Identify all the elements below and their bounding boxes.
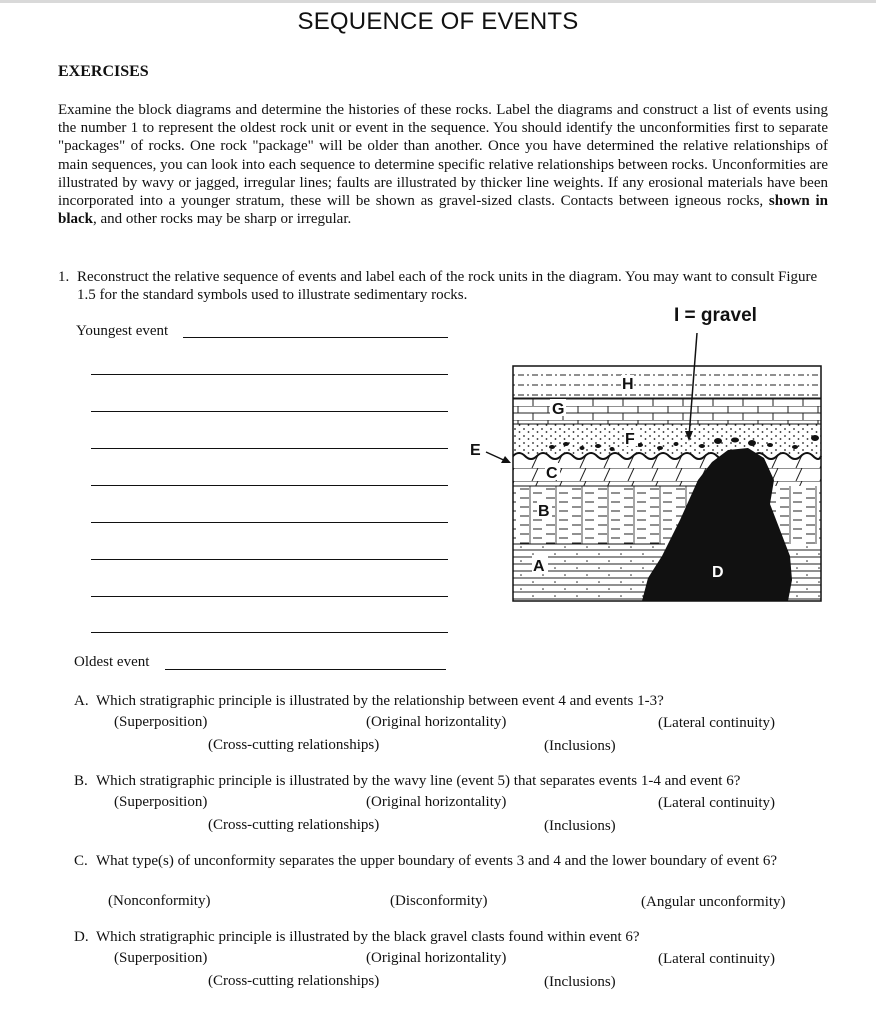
label-d: D — [712, 564, 724, 581]
option-angular-unconformity[interactable]: (Angular unconformity) — [641, 894, 786, 910]
option-superposition[interactable]: (Superposition) — [114, 714, 208, 730]
oldest-event-label: Oldest event — [74, 654, 150, 670]
option-original-horizontality[interactable]: (Original horizontality) — [366, 950, 507, 966]
intro-text-1: Examine the block diagrams and determine the histories of these rocks. Label the diagrams and construct a list of events using the number 1 to represent the oldest rock unit or event in the sequence. You should identify the unconformities first to separate "packages" of rocks. One rock "package" will be older than another. Once you have determined the relative relationships of main sequences, you can look into each sequence to determine specific relative relationships between rocks. Unconformities are illustrated by wavy or jagged, irregular lines; faults are illustrated by thicker line weights. If any erosional materials have been incorporated into a younger stratum, these will be shown as gravel-sized clasts. Contacts between igneous rocks, — [58, 102, 828, 210]
question-a-text: Which stratigraphic principle is illustrated by the relationship between event 4 and events 1-3? — [96, 693, 664, 709]
option-nonconformity[interactable]: (Nonconformity) — [108, 893, 211, 909]
question-c-text: What type(s) of unconformity separates the upper boundary of events 3 and 4 and the lower boundary of event 6? — [96, 853, 778, 869]
option-lateral-continuity[interactable]: (Lateral continuity) — [658, 951, 776, 967]
page-title: SEQUENCE OF EVENTS — [297, 8, 579, 35]
label-h: H — [622, 376, 634, 393]
option-superposition[interactable]: (Superposition) — [114, 950, 208, 966]
option-cross-cutting[interactable]: (Cross-cutting relationships) — [208, 973, 380, 989]
layer-f — [513, 424, 821, 456]
question-1-text: Reconstruct the relative sequence of events and label each of the rock units in the diagram. You may want to consult Figure 1.5 for the standard symbols used to illustrate sedimentary rocks. — [77, 269, 818, 303]
option-lateral-continuity[interactable]: (Lateral continuity) — [658, 795, 776, 811]
label-e: E — [470, 442, 481, 459]
question-d-text: Which stratigraphic principle is illustrated by the black gravel clasts found within event 6? — [96, 929, 640, 945]
option-original-horizontality[interactable]: (Original horizontality) — [366, 794, 507, 810]
intro-bold-text: shown in black — [58, 193, 828, 228]
option-inclusions[interactable]: (Inclusions) — [544, 818, 616, 834]
label-g: G — [552, 401, 565, 418]
youngest-event-label: Youngest event — [76, 323, 169, 339]
gravel-note: I = gravel — [674, 305, 757, 326]
question-b-letter: B. — [74, 773, 88, 789]
question-1-number: 1. — [58, 269, 70, 285]
option-inclusions[interactable]: (Inclusions) — [544, 974, 616, 990]
label-c: C — [546, 465, 558, 482]
label-b: B — [538, 503, 550, 520]
question-c-letter: C. — [74, 853, 88, 869]
option-disconformity[interactable]: (Disconformity) — [390, 893, 488, 909]
question-b-text: Which stratigraphic principle is illustrated by the wavy line (event 5) that separates events 1-4 and event 6? — [96, 773, 741, 789]
option-inclusions[interactable]: (Inclusions) — [544, 738, 616, 754]
option-cross-cutting[interactable]: (Cross-cutting relationships) — [208, 737, 380, 753]
question-a-letter: A. — [74, 693, 89, 709]
option-original-horizontality[interactable]: (Original horizontality) — [366, 714, 507, 730]
intro-text-2: , and other rocks may be sharp or irregular. — [93, 211, 352, 228]
option-superposition[interactable]: (Superposition) — [114, 794, 208, 810]
layer-h — [513, 366, 821, 398]
section-heading: EXERCISES — [58, 63, 149, 80]
label-a: A — [533, 558, 545, 575]
option-cross-cutting[interactable]: (Cross-cutting relationships) — [208, 817, 380, 833]
option-lateral-continuity[interactable]: (Lateral continuity) — [658, 715, 776, 731]
label-f: F — [625, 431, 635, 448]
question-d-letter: D. — [74, 929, 89, 945]
